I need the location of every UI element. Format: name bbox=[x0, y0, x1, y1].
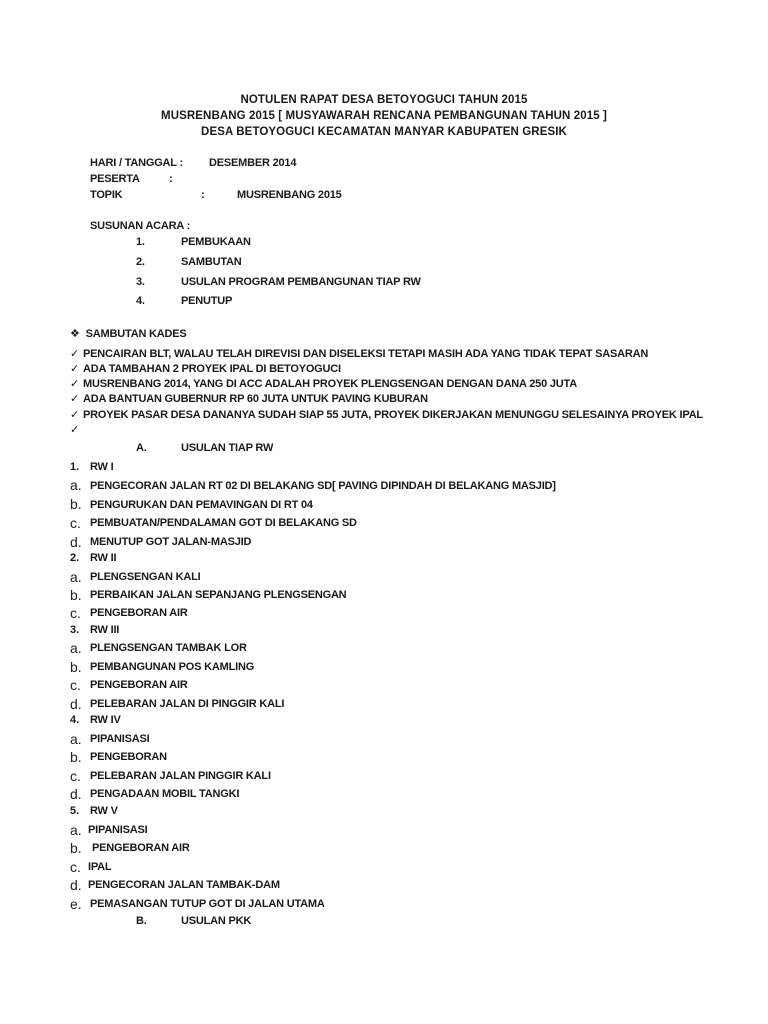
item-text: PEMBUATAN/PENDALAMAN GOT DI BELAKANG SD bbox=[90, 517, 357, 529]
item-letter: b. bbox=[70, 659, 82, 675]
header-title: NOTULEN RAPAT DESA BETOYOGUCI TAHUN 2015 bbox=[240, 94, 528, 106]
sambutan-heading bbox=[70, 327, 187, 340]
item-letter: e. bbox=[70, 896, 82, 912]
agenda-number: 4. bbox=[136, 295, 145, 307]
item-letter: a. bbox=[70, 569, 82, 585]
checkmark-icon: ✓ bbox=[70, 423, 80, 436]
sambutan-point-text: PENCAIRAN BLT, WALAU TELAH DIREVISI DAN DISELEKSI TETAPI MASIH ADA YANG TIDAK TEPAT SASARAN bbox=[83, 348, 649, 360]
sambutan-point-text: ADA BANTUAN GUBERNUR RP 60 JUTA UNTUK PAVING KUBURAN bbox=[83, 393, 428, 405]
peserta-label: PESERTA bbox=[90, 173, 140, 185]
agenda-number: 2. bbox=[136, 256, 145, 268]
rw-number: 3. bbox=[70, 624, 80, 636]
checkmark-icon: ✓ bbox=[70, 392, 80, 405]
item-text: PENGECORAN JALAN RT 02 DI BELAKANG SD[ PAVING DIPINDAH DI BELAKANG MASJID] bbox=[90, 480, 556, 492]
item-text: PLENGSENGAN KALI bbox=[90, 571, 201, 583]
item-letter: a. bbox=[70, 731, 82, 747]
header-subtitle: MUSRENBANG 2015 [ MUSYAWARAH RENCANA PEMBANGUNAN TAHUN 2015 ] bbox=[161, 110, 607, 122]
sambutan-point bbox=[70, 408, 703, 421]
sambutan-point-text: PROYEK PASAR DESA DANANYA SUDAH SIAP 55 JUTA, PROYEK DIKERJAKAN MENUNGGU SELESAINYA PROYEK IPAL bbox=[83, 409, 703, 421]
item-letter: b. bbox=[70, 496, 82, 512]
rw-number: 1. bbox=[70, 461, 80, 473]
checkmark-icon: ✓ bbox=[70, 362, 80, 375]
topik-colon: : bbox=[201, 189, 205, 201]
header-location: DESA BETOYOGUCI KECAMATAN MANYAR KABUPATEN GRESIK bbox=[201, 126, 567, 138]
rw-name: RW IV bbox=[90, 714, 121, 726]
item-text: PENGEBORAN AIR bbox=[92, 842, 190, 854]
sambutan-point bbox=[70, 392, 428, 405]
item-text: PERBAIKAN JALAN SEPANJANG PLENGSENGAN bbox=[90, 589, 347, 601]
item-letter: c. bbox=[70, 677, 81, 693]
item-text: PELEBARAN JALAN DI PINGGIR KALI bbox=[90, 698, 285, 710]
checkmark-icon: ✓ bbox=[70, 347, 80, 360]
item-letter: a. bbox=[70, 822, 82, 838]
item-text: IPAL bbox=[88, 861, 112, 873]
item-text: MENUTUP GOT JALAN-MASJID bbox=[90, 536, 252, 548]
section-a-title: USULAN TIAP RW bbox=[181, 442, 274, 454]
item-letter: c. bbox=[70, 515, 81, 531]
item-text: PENGECORAN JALAN TAMBAK-DAM bbox=[88, 879, 280, 891]
rw-name: RW I bbox=[90, 461, 114, 473]
agenda-number: 3. bbox=[136, 276, 145, 288]
item-text: PENGURUKAN DAN PEMAVINGAN DI RT 04 bbox=[90, 499, 313, 511]
diamond-bullet-icon: ❖ bbox=[70, 327, 80, 340]
item-letter: b. bbox=[70, 587, 82, 603]
item-text: PEMBANGUNAN POS KAMLING bbox=[90, 661, 255, 673]
checkmark-icon: ✓ bbox=[70, 408, 80, 421]
item-letter: c. bbox=[70, 605, 81, 621]
item-letter: b. bbox=[70, 840, 82, 856]
item-letter: a. bbox=[70, 477, 82, 493]
item-letter: d. bbox=[70, 696, 82, 712]
sambutan-point bbox=[70, 377, 577, 390]
item-letter: a. bbox=[70, 640, 82, 656]
agenda-item: USULAN PROGRAM PEMBANGUNAN TIAP RW bbox=[181, 276, 421, 288]
item-text: PIPANISASI bbox=[90, 733, 150, 745]
item-text: PIPANISASI bbox=[88, 824, 148, 836]
rw-number: 4. bbox=[70, 714, 80, 726]
checkmark-icon: ✓ bbox=[70, 377, 80, 390]
date-label: HARI / TANGGAL : bbox=[90, 157, 183, 169]
sambutan-point-text: MUSRENBANG 2014, YANG DI ACC ADALAH PROYEK PLENGSENGAN DENGAN DANA 250 JUTA bbox=[83, 378, 577, 390]
item-text: PENGEBORAN AIR bbox=[90, 679, 188, 691]
item-text: PELEBARAN JALAN PINGGIR KALI bbox=[90, 770, 271, 782]
sambutan-point-text: ADA TAMBAHAN 2 PROYEK IPAL DI BETOYOGUCI bbox=[83, 363, 341, 375]
rw-number: 5. bbox=[70, 805, 80, 817]
peserta-colon: : bbox=[169, 173, 173, 185]
agenda-item: SAMBUTAN bbox=[181, 256, 242, 268]
rw-name: RW V bbox=[90, 805, 118, 817]
section-b-letter: B. bbox=[136, 915, 147, 927]
item-letter: c. bbox=[70, 859, 81, 875]
item-letter: c. bbox=[70, 768, 81, 784]
item-text: PENGEBORAN bbox=[90, 751, 167, 763]
topik-label: TOPIK bbox=[90, 189, 123, 201]
sambutan-point bbox=[70, 347, 648, 360]
item-text: PLENGSENGAN TAMBAK LOR bbox=[90, 642, 247, 654]
sambutan-point bbox=[70, 423, 83, 436]
sambutan-point bbox=[70, 362, 341, 375]
section-b-title: USULAN PKK bbox=[181, 915, 252, 927]
rw-name: RW III bbox=[90, 624, 120, 636]
agenda-item: PEMBUKAAN bbox=[181, 236, 251, 248]
item-text: PENGEBORAN AIR bbox=[90, 607, 188, 619]
item-letter: d. bbox=[70, 877, 82, 893]
section-a-letter: A. bbox=[136, 442, 147, 454]
rw-name: RW II bbox=[90, 552, 117, 564]
item-letter: d. bbox=[70, 786, 82, 802]
agenda-number: 1. bbox=[136, 236, 145, 248]
item-text: PEMASANGAN TUTUP GOT DI JALAN UTAMA bbox=[90, 898, 325, 910]
topik-value: MUSRENBANG 2015 bbox=[237, 189, 342, 201]
item-letter: b. bbox=[70, 749, 82, 765]
document-header bbox=[0, 92, 768, 140]
sambutan-title: SAMBUTAN KADES bbox=[85, 328, 187, 340]
rw-number: 2. bbox=[70, 552, 80, 564]
date-value: DESEMBER 2014 bbox=[209, 157, 297, 169]
agenda-label: SUSUNAN ACARA : bbox=[90, 220, 191, 232]
agenda-item: PENUTUP bbox=[181, 295, 233, 307]
item-text: PENGADAAN MOBIL TANGKI bbox=[90, 788, 240, 800]
item-letter: d. bbox=[70, 534, 82, 550]
